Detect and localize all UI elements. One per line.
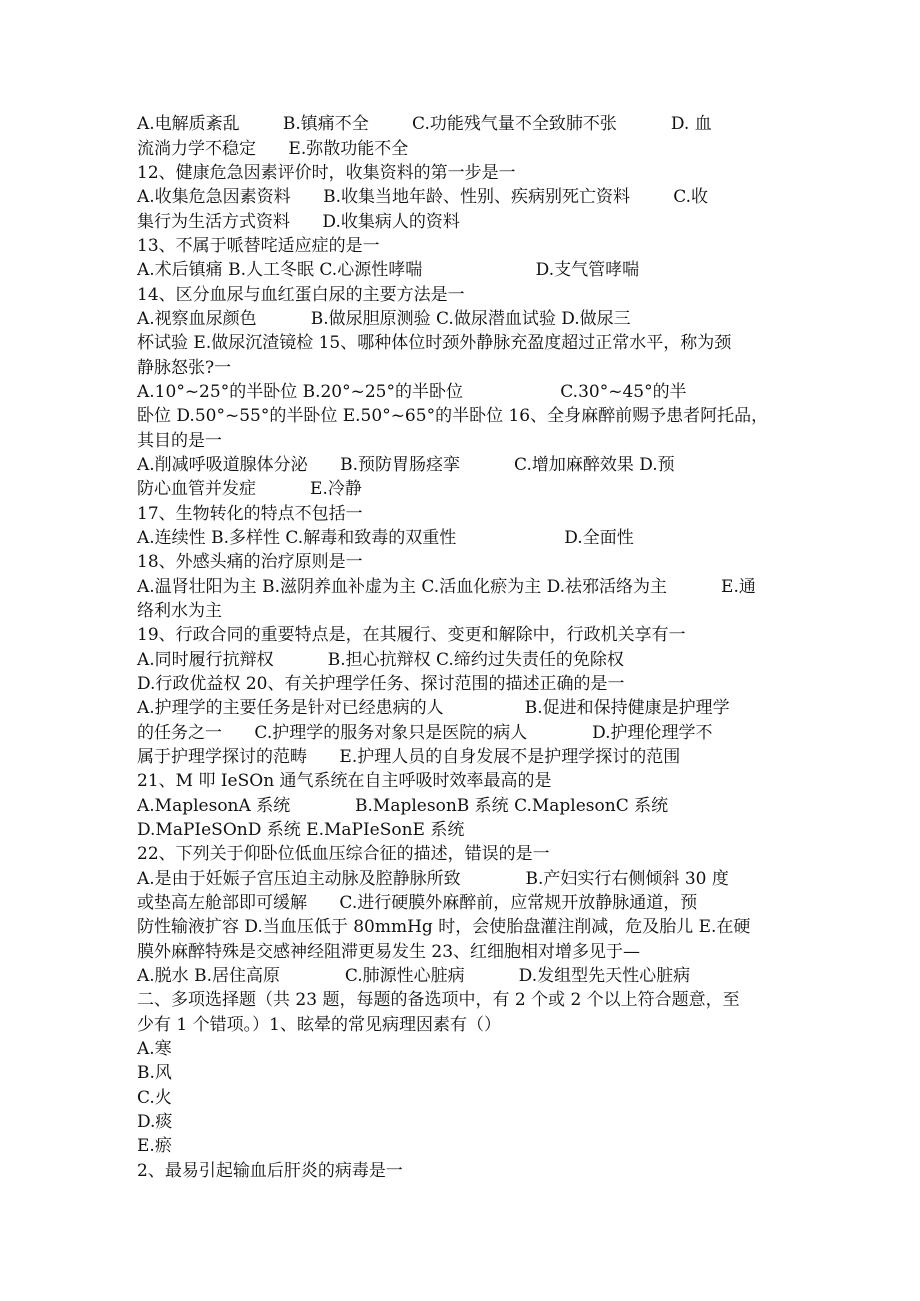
text-line: A.是由于妊娠子宫压迫主动脉及腔静脉所致 B.产妇实行右侧倾斜 30 度 (137, 869, 729, 889)
text-line: D.痰 (137, 1112, 173, 1132)
text-line: 少有 1 个错项。）1、眩晕的常见病理因素有（） (137, 1015, 501, 1035)
text-line: 19、行政合同的重要特点是，在其履行、变更和解除中，行政机关享有一 (137, 625, 686, 645)
text-line: 18、外感头痛的治疗原则是一 (137, 552, 363, 572)
text-line: A.削减呼吸道腺体分泌 B.预防胃肠痉挛 C.增加麻醉效果 D.预 (137, 455, 675, 475)
text-line: A.视察血尿颜色 B.做尿胆原测验 C.做尿潜血试验 D.做尿三 (137, 309, 631, 329)
text-line: 22、下列关于仰卧位低血压综合征的描述，错误的是一 (137, 844, 550, 864)
text-line: 络利水为主 (137, 601, 222, 621)
text-line: A.收集危急因素资料 B.收集当地年龄、性别、疾病别死亡资料 C.收 (137, 187, 709, 207)
text-line: B.风 (137, 1063, 172, 1083)
text-line: 属于护理学探讨的范畴 E.护理人员的自身发展不是护理学探讨的范围 (137, 747, 681, 767)
text-line: A.寒 (137, 1039, 172, 1059)
text-line: 17、生物转化的特点不包括一 (137, 504, 363, 524)
text-line: 防心血管并发症 E.冷静 (137, 479, 362, 499)
text-line: 12、健康危急因素评价时，收集资料的第一步是一 (137, 163, 516, 183)
text-line: C.火 (137, 1088, 172, 1108)
text-line: D.行政优益权 20、有关护理学任务、探讨范围的描述正确的是一 (137, 674, 625, 694)
text-line: 流淌力学不稳定 E.弥散功能不全 (137, 139, 409, 159)
text-line: 膜外麻醉特殊是交感神经阻滞更易发生 23、红细胞相对增多见于— (137, 942, 641, 962)
text-line: A.10°~25°的半卧位 B.20°~25°的半卧位 C.30°~45°的半 (137, 382, 687, 402)
text-line: 防性输液扩容 D.当血压低于 80mmHg 时，会使胎盘灌注削减，危及胎儿 E.在硬 (137, 917, 751, 937)
text-line: A.术后镇痛 B.人工冬眠 C.心源性哮喘 D.支气管哮喘 (137, 260, 640, 280)
text-line: A.温肾壮阳为主 B.滋阴养血补虚为主 C.活血化瘀为主 D.祛邪活络为主 E.通 (137, 577, 756, 597)
text-line: 二、多项选择题（共 23 题，每题的备选项中，有 2 个或 2 个以上符合题意，至 (137, 990, 740, 1010)
text-line: 卧位 D.50°~55°的半卧位 E.50°~65°的半卧位 16、全身麻醉前赐予患者阿托品， (137, 406, 769, 426)
text-line: D.MaPIeSOnD 系统 E.MaPIeSonE 系统 (137, 820, 465, 840)
text-line: A.电解质紊乱 B.镇痛不全 C.功能残气量不全致肺不张 D. 血 (137, 114, 712, 134)
text-line: 的任务之一 C.护理学的服务对象只是医院的病人 D.护理伦理学不 (137, 723, 713, 743)
text-line: A.同时履行抗辩权 B.担心抗辩权 C.缔约过失责任的免除权 (137, 650, 624, 670)
text-line: E.瘀 (137, 1136, 172, 1156)
text-line: 集行为生活方式资料 D.收集病人的资料 (137, 212, 460, 232)
text-line: A.脱水 B.居住高原 C.肺源性心脏病 D.发组型先天性心脏病 (137, 966, 691, 986)
text-line: A.连续性 B.多样性 C.解毒和致毒的双重性 D.全面性 (137, 528, 634, 548)
text-line: 2、最易引起输血后肝炎的病毒是一 (137, 1161, 403, 1181)
text-line: 其目的是一 (137, 431, 222, 451)
text-line: A.MaplesonA 系统 B.MaplesonB 系统 C.MaplesonC 系统 (137, 796, 669, 816)
text-line: 静脉怒张?一 (137, 358, 232, 378)
text-line: 或垫高左舱部即可缓解 C.进行硬膜外麻醉前，应常规开放静脉通道，预 (137, 893, 698, 913)
text-line: 14、区分血尿与血红蛋白尿的主要方法是一 (137, 285, 465, 305)
text-line: 21、M 叩 IeSOn 通气系统在自主呼吸时效率最高的是 (137, 771, 552, 791)
text-line: 13、不属于哌替咤适应症的是一 (137, 236, 380, 256)
text-line: A.护理学的主要任务是针对已经患病的人 B.促进和保持健康是护理学 (137, 698, 730, 718)
text-line: 杯试验 E.做尿沉渣镜检 15、哪种体位时颈外静脉充盈度超过正常水平，称为颈 (137, 333, 732, 353)
